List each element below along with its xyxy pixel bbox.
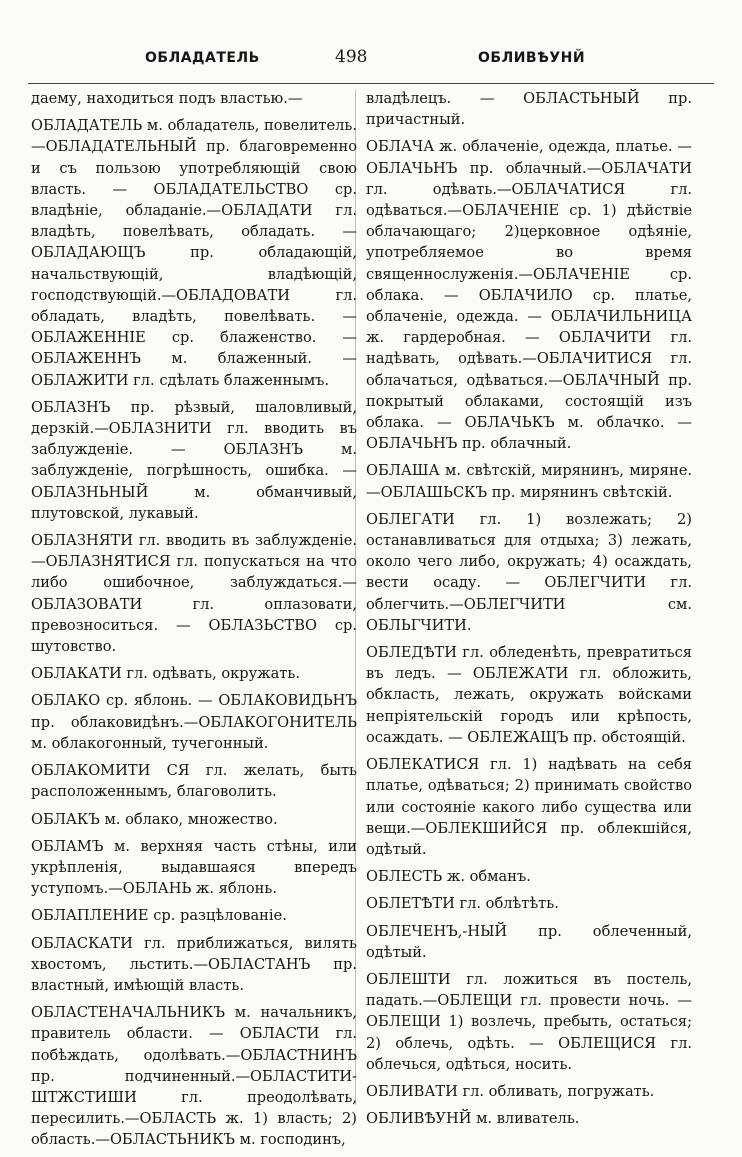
dictionary-entry: ОБЛАПЛЕНИЕ ср. разцѣлованіе. xyxy=(31,907,287,925)
dictionary-entry: ОБЛЕКАТИСЯ гл. 1) надѣвать на себя платье, одѣваться; 2) принимать свойство или состояніе какого либо существа или вещи.—ОБЛЕКШИЙСЯ пр. облекшійся, одѣтый. xyxy=(366,756,692,858)
dictionary-entry: ОБЛЕТѢТИ гл. облѣтѣть. xyxy=(366,895,559,913)
dictionary-entry: владѣлецъ. — ОБЛАСТЬНЫЙ пр. причастный. xyxy=(366,90,692,129)
left-column xyxy=(31,88,357,1157)
dictionary-entry: ОБЛАКО ср. яблонь. — ОБЛАКОВИДЬНЪ пр. облаковидѣнъ.—ОБЛАКОГОНИТЕЛЬ м. облакогонный, тучегонный. xyxy=(31,692,357,752)
running-head-left: ОБЛАДАТЕЛЬ xyxy=(145,50,260,66)
dictionary-entry: ОБЛЕДѢТИ гл. обледенѣть, превратиться въ ледъ. — ОБЛЕЖАТИ гл. обложить, обкласть, лежать, окружать войсками непріятельскій городъ или крѣпость, осаждать. — ОБЛЕЖАЩЪ пр. обстоящій. xyxy=(366,644,692,746)
dictionary-entry: ОБЛЕСТЬ ж. обманъ. xyxy=(366,868,531,886)
right-column xyxy=(366,88,692,1135)
dictionary-entry: ОБЛАСТЕНАЧАЛЬНИКЪ м. начальникъ, правитель области. — ОБЛАСТИ гл. побѣждать, одолѣвать.—ОБЛАСТНИНЪ пр. подчиненный.—ОБЛАСТИТИ-ШТЖСТИШИ гл. преодолѣвать, пересилить.—ОБЛАСТЬ ж. 1) власть; 2) область.—ОБЛАСТЬНИКЪ м. господинъ, xyxy=(31,1004,357,1149)
dictionary-entry: ОБЛАША м. свѣтскій, мирянинъ, миряне.—ОБЛАШЬСКЪ пр. мирянинъ свѣтскій. xyxy=(366,462,692,501)
dictionary-entry: ОБЛАСКАТИ гл. приближаться, вилять хвостомъ, льстить.—ОБЛАСТАНЪ пр. властный, имѣющій власть. xyxy=(31,934,357,994)
header-rule xyxy=(28,83,714,84)
dictionary-entry: ОБЛАЗНЯТИ гл. вводить въ заблужденіе.—ОБЛАЗНЯТИСЯ гл. попускаться на что либо ошибочное, заблуждаться.—ОБЛАЗОВАТИ гл. оплазовати, превозноситься. — ОБЛАЗЬСТВО ср. шутовство. xyxy=(31,532,357,656)
page-number: 498 xyxy=(335,47,368,67)
dictionary-entry: ОБЛЕШТИ гл. ложиться въ постель, падать.—ОБЛЕЩИ гл. провести ночь. — ОБЛЕЩИ 1) возлечь, пребыть, остаться; 2) облечь, одѣть. — ОБЛЕЩИСЯ гл. облечься, одѣться, носить. xyxy=(366,970,692,1073)
dictionary-entry: ОБЛЕЧЕНЪ,-НЫЙ пр. облеченный, одѣтый. xyxy=(366,922,692,961)
dictionary-entry: ОБЛИВѢУНЙ м. вливатель. xyxy=(366,1110,580,1128)
dictionary-entry: ОБЛЕГАТИ гл. 1) возлежать; 2) останавливаться для отдыха; 3) лежать, около чего либо, окружать; 4) осаждать, вести осаду. — ОБЛЕГЧИТИ гл. облегчить.—ОБЛЕГЧИТИ см. ОБЛЬГЧИТИ. xyxy=(366,510,692,634)
dictionary-entry: ОБЛАЗНЪ пр. рѣзвый, шаловливый, дерзкій.—ОБЛАЗНИТИ гл. вводить въ заблужденіе. — ОБЛАЗНЪ м. заблужденіе, погрѣшность, ошибка. — ОБЛАЗНЬНЫЙ м. обманчивый, плутовской, лукавый. xyxy=(31,398,357,522)
dictionary-entry: ОБЛАДАТЕЛЬ м. обладатель, повелитель.—ОБЛАДАТЕЛЬНЫЙ пр. благовременно и съ пользою употребляющій свою власть. — ОБЛАДАТЕЛЬСТВО ср. владѣніе, обладаніе.—ОБЛАДАТИ гл. владѣть, повелѣвать, обладать. — ОБЛАДАЮЩЪ пр. обладающій, начальствующій, владѣющій, господствующій.—ОБЛАДОВАТИ гл. обладать, владѣть, повелѣвать. — ОБЛАЖЕННІЕ ср. блаженство. — ОБЛАЖЕННЪ м. блаженный. — ОБЛАЖИТИ гл. сдѣлать блаженнымъ. xyxy=(31,117,357,389)
running-head-right: ОБЛИВѢУНЙ xyxy=(478,50,586,66)
dictionary-entry: ОБЛАКЪ м. облако, множество. xyxy=(31,810,278,828)
dictionary-entry: ОБЛАКАТИ гл. одѣвать, окружать. xyxy=(31,665,300,683)
dictionary-entry: ОБЛИВАТИ гл. обливать, погружать. xyxy=(366,1082,655,1100)
dictionary-entry: ОБЛАКОМИТИ СЯ гл. желать, быть расположеннымъ, благоволить. xyxy=(31,762,357,801)
page-header xyxy=(0,47,742,82)
dictionary-entry: ОБЛАЧА ж. облаченіе, одежда, платье. —ОБЛАЧЬНЪ пр. облачный.—ОБЛАЧАТИ гл. одѣвать.—ОБЛАЧАТИСЯ гл. одѣваться.—ОБЛАЧЕНІЕ ср. 1) дѣйствіе облачающаго; 2)церковное одѣяніе, употребляемое во время священнослуженія.—ОБЛАЧЕНІЕ ср. облака. — ОБЛАЧИЛО ср. платье, облаченіе, одежда. — ОБЛАЧИЛЬНИЦА ж. гардеробная. — ОБЛАЧИТИ гл. надѣвать, одѣвать.—ОБЛАЧИТИСЯ гл. облачаться, одѣваться.—ОБЛАЧНЫЙ пр. покрытый облаками, состоящій изъ облака. — ОБЛАЧЬКЪ м. облачко. — ОБЛАЧЬНЪ пр. облачный. xyxy=(366,138,692,453)
dictionary-entry: ОБЛАМЪ м. верхняя часть стѣны, или укрѣпленія, выдавшаяся впередъ уступомъ.—ОБЛАНЬ ж. яблонь. xyxy=(31,837,357,898)
dictionary-entry: даему, находиться подъ властью.— xyxy=(31,90,303,107)
